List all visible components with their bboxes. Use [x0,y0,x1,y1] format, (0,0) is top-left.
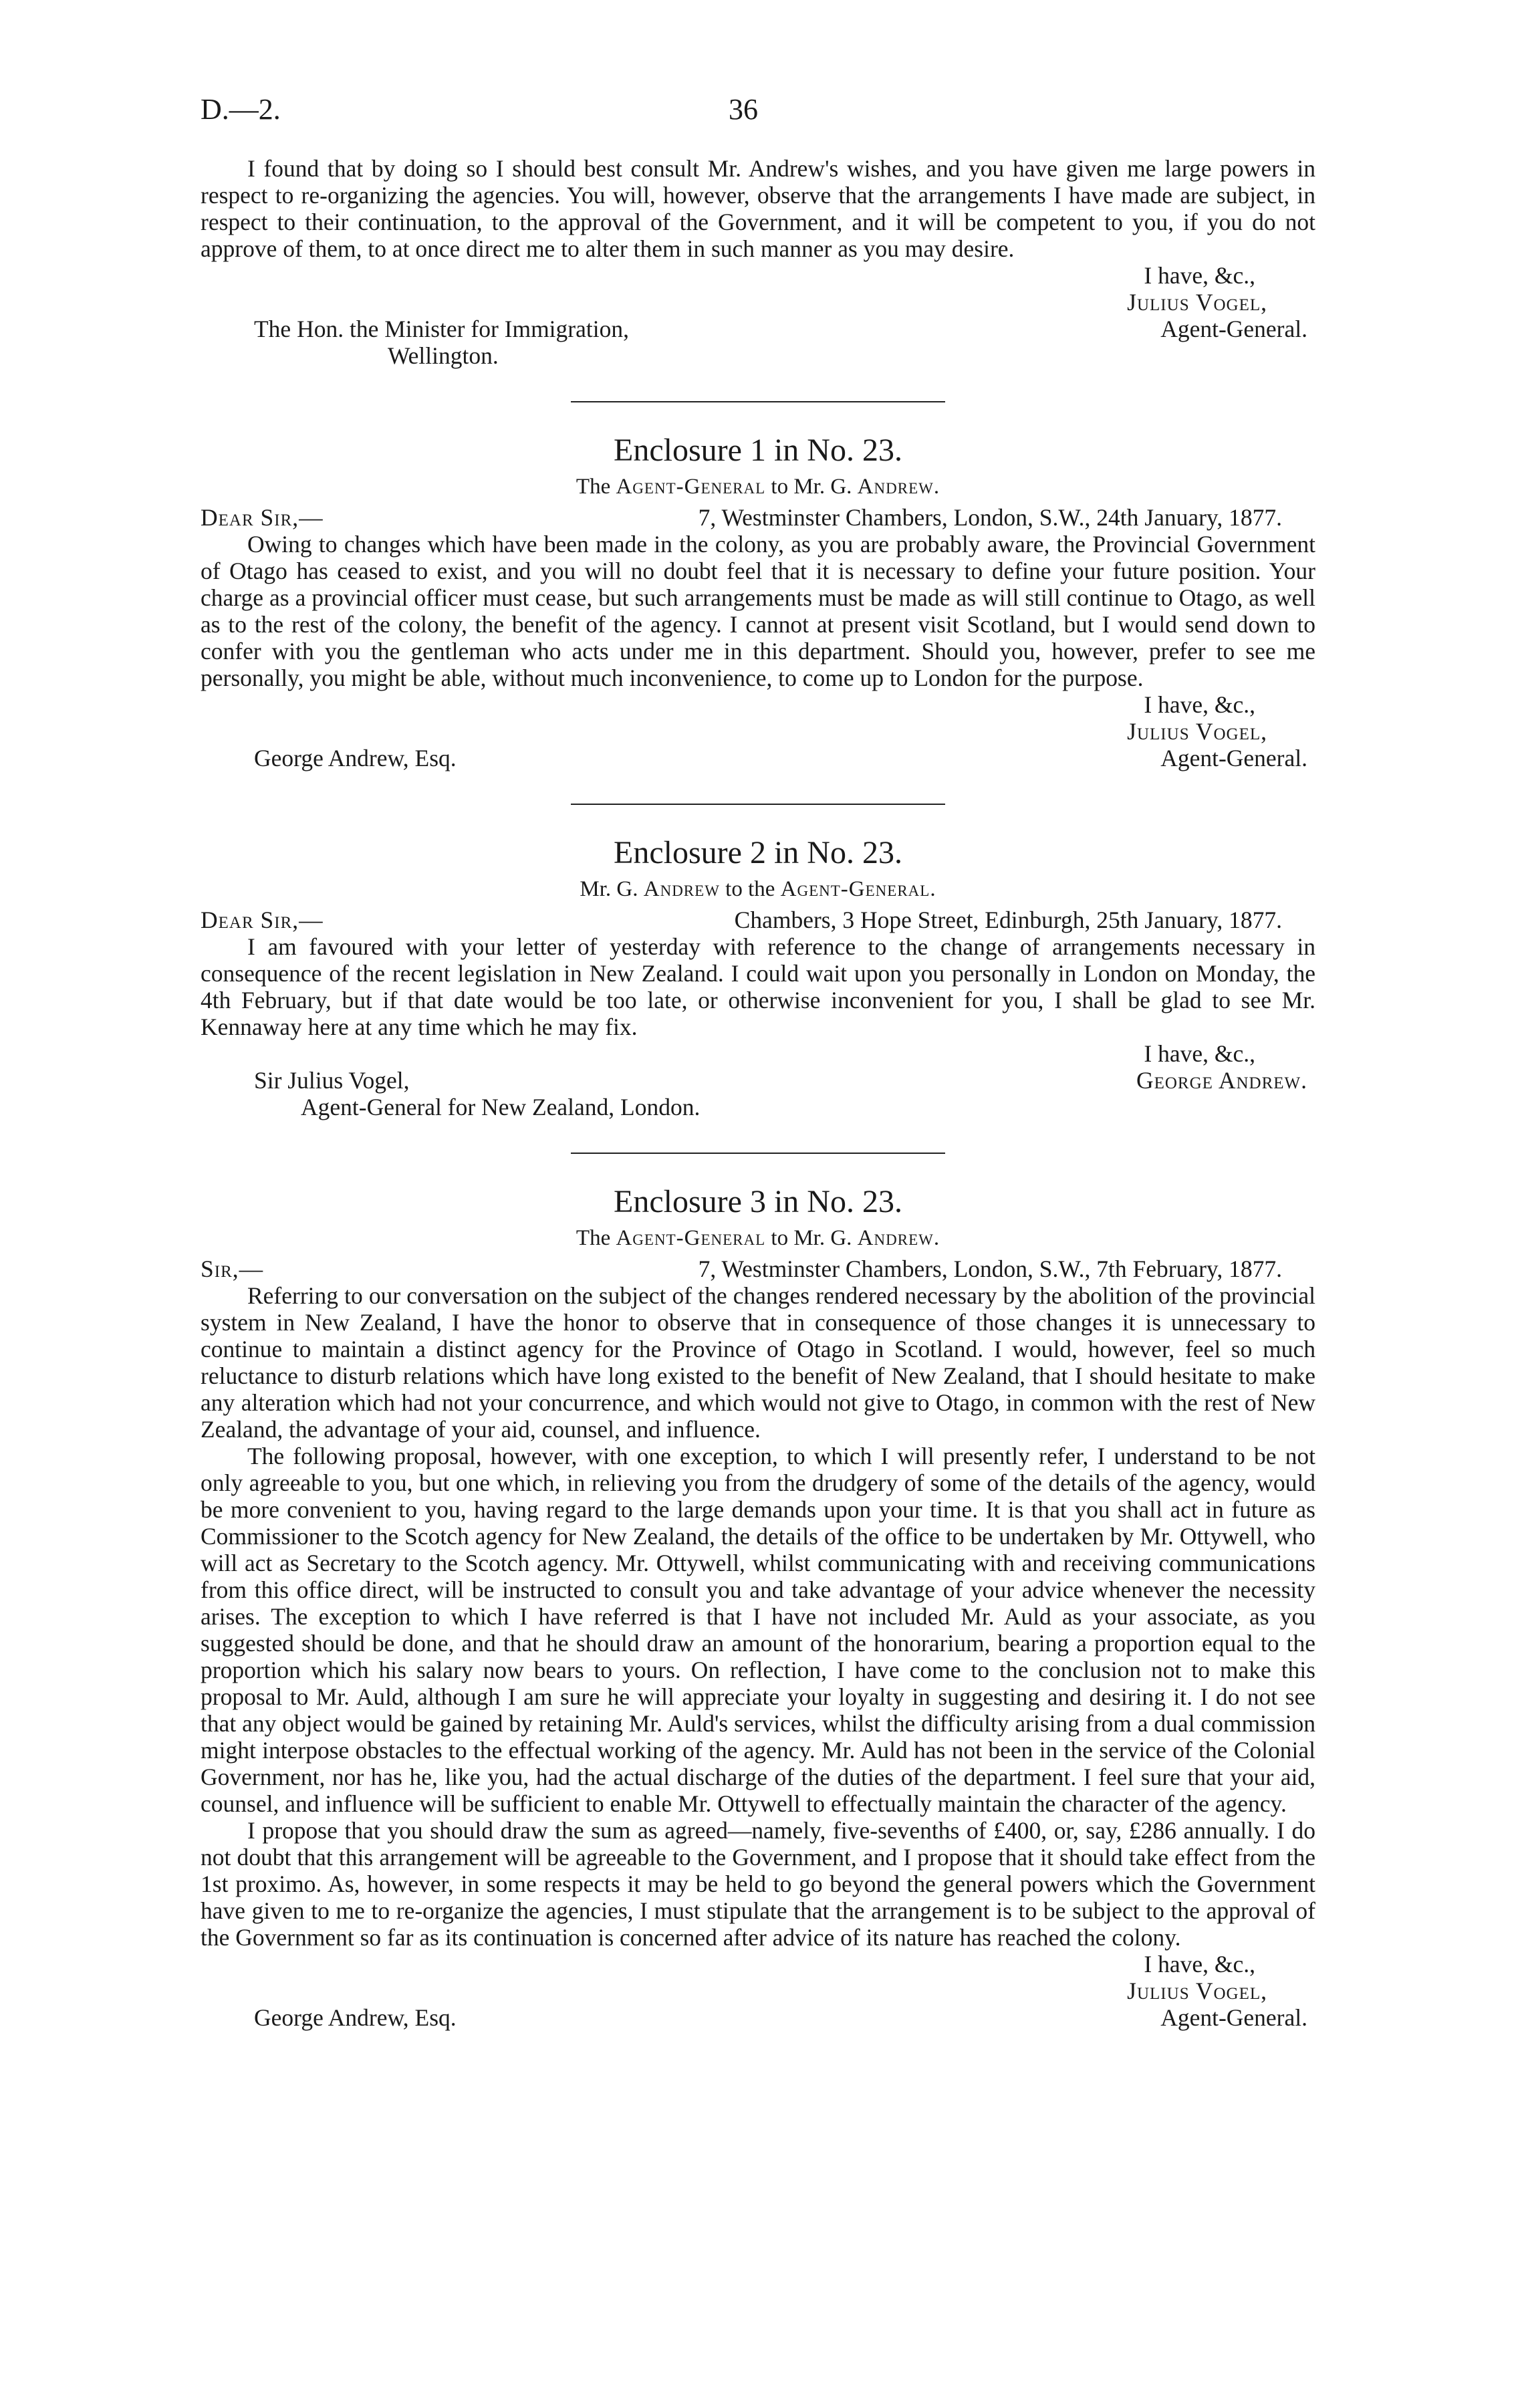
enclosure-1-salutation: Dear Sir,— [201,504,324,531]
enclosure-1-signature: Julius Vogel, [1127,718,1267,745]
enclosure-1-signature-title: Agent-General. [1160,745,1307,771]
opening-paragraph: I found that by doing so I should best consult Mr. Andrew's wishes, and you have given me large powers in respect to re-organizing the agencies. You will, however, observe that the arrangements I have made are subject, in respect to their continuation, to the approval of the Government, and it will be competent to you, if you do not approve of them, to at once direct me to alter them in such manner as you may desire. [201,155,1315,262]
enclosure-2-sub-from: Andrew [643,877,720,901]
enclosure-2-subtitle [201,876,1315,902]
opening-addressee-row [201,316,1315,342]
enclosure-2-addressee: Sir Julius Vogel, [254,1067,410,1094]
opening-addressee-city: Wellington. [388,342,499,369]
enclosure-3-addressee: George Andrew, Esq. [254,2004,457,2031]
enclosure-1-paragraph: Owing to changes which have been made in the colony, as you are probably aware, the Provincial Government of Otago has ceased to exist, and you will no doubt feel that it is necessary to define your future position. Your charge as a provincial officer must cease, but such arrangements must be made as will still continue to Otago, as well as to the rest of the colony, the benefit of the agency. I cannot at present visit Scotland, but I would send down to confer with you the gentleman who acts under me in this department. Should you, however, prefer to see me personally, you might be able, without much inconvenience, to come up to London for the purpose. [201,531,1315,691]
enclosure-3-paragraph-2: The following proposal, however, with one exception, to which I will presently refer, I understand to be not only agreeable to you, but one which, in relieving you from the drudgery of some of the details of the agency, would be more convenient to you, having regard to the large demands upon your time. It is that you shall act in future as Commissioner to the Scotch agency for New Zealand, the details of the office to be undertaken by Mr. Ottywell, who will act as Secretary to the Scotch agency. Mr. Ottywell, whilst communicating with and receiving communications from this office direct, will be instructed to consult you and take advantage of your advice whenever the necessity arises. The exception to which I have referred is that I have not included Mr. Auld as your associate, as you suggested should be done, and that he should draw an amount of the honorarium, bearing a proportion equal to the proportion which his salary now bears to yours. On reflection, I have come to the conclusion not to make this proposal to Mr. Auld, although I am sure he will appreciate your loyalty in suggesting and desiring it. I do not see that any object would be gained by retaining Mr. Auld's services, whilst the difficulty arising from a dual commission might interpose obstacles to the effectual working of the agency. Mr. Auld has not been in the service of the Colonial Government, nor has he, like you, had the actual discharge of the duties of the department. I feel sure that your aid, counsel, and influence will be sufficient to enable Mr. Ottywell to effectually maintain the character of the agency. [201,1443,1316,1817]
enclosure-2-signature: George Andrew. [1136,1067,1307,1094]
enclosure-1-heading-row [201,504,1315,531]
enclosure-1-sub-prefix: The [576,475,611,499]
opening-signature: Julius Vogel, [1127,289,1267,316]
enclosure-1 [201,432,1315,771]
enclosure-2-salutation: Dear Sir,— [201,907,324,933]
enclosure-3 [201,1183,1315,2031]
opening-addressee: The Hon. the Minister for Immigration, [254,316,629,342]
enclosure-2-addressee-detail: Agent-General for New Zealand, London. [301,1094,701,1120]
enclosure-2-addressee-row [201,1067,1315,1094]
document-body [201,155,1315,2031]
enclosure-2-paragraph: I am favoured with your letter of yesterday with reference to the change of arrangements necessary in consequence of the recent legislation in New Zealand. I could wait upon you personally in London on Monday, the 4th February, but if that date would be too late, or otherwise inconvenient for you, I shall be glad to see Mr. Kennaway here at any time which he may fix. [201,933,1315,1040]
enclosure-2-heading-row [201,907,1315,933]
enclosure-1-close: I have, &c., [1144,691,1255,718]
enclosure-1-sub-to: Andrew. [857,475,940,499]
enclosure-1-sub-from: Agent-General [616,475,766,499]
enclosure-3-title: Enclosure 3 in No. 23. [614,1184,902,1219]
section-divider [571,804,945,805]
document-reference: D.—2. [201,93,281,126]
opening-close: I have, &c., [1144,262,1255,289]
enclosure-1-addressee-row [201,745,1315,771]
enclosure-2-date: Chambers, 3 Hope Street, Edinburgh, 25th January, 1877. [734,907,1282,933]
enclosure-3-signature: Julius Vogel, [1127,1977,1267,2004]
enclosure-2-sub-mid: to the [725,877,775,901]
enclosure-3-salutation: Sir,— [201,1255,264,1282]
page-number: 36 [729,93,758,126]
enclosure-2-title: Enclosure 2 in No. 23. [614,835,902,870]
enclosure-3-signature-title: Agent-General. [1160,2004,1307,2031]
enclosure-3-heading-row [201,1255,1315,1282]
enclosure-1-title: Enclosure 1 in No. 23. [614,433,902,468]
section-divider [571,401,945,402]
enclosure-3-close: I have, &c., [1144,1951,1255,1977]
enclosure-1-addressee: George Andrew, Esq. [254,745,457,771]
enclosure-2-sub-prefix: Mr. G. [580,877,638,901]
enclosure-3-sub-to: Andrew. [857,1226,940,1250]
enclosure-3-paragraph-1: Referring to our conversation on the subject of the changes rendered necessary by the abolition of the provincial system in New Zealand, I have the honor to observe that in consequence of those changes it is unnecessary to continue to maintain a distinct agency for the Province of Otago in Scotland. I would, however, feel so much reluctance to disturb relations which have long existed to the benefit of New Zealand, that I should hesitate to make any alteration which had not your concurrence, and which would not give to Otago, in common with the rest of New Zealand, the advantage of your aid, counsel, and influence. [201,1282,1315,1443]
enclosure-1-sub-mid: to Mr. G. [771,475,852,499]
enclosure-2-close: I have, &c., [1144,1040,1255,1067]
enclosure-3-date: 7, Westminster Chambers, London, S.W., 7th February, 1877. [698,1255,1282,1282]
enclosure-2-sub-to: Agent-General. [780,877,936,901]
enclosure-3-sub-mid: to Mr. G. [771,1226,852,1250]
enclosure-3-paragraph-3: I propose that you should draw the sum as agreed—namely, five-sevenths of £400, or, say, £286 annually. I do not doubt that this arrangement will be agreeable to the Government, and I propose that it should take effect from the 1st proximo. As, however, in some respects it may be held to go beyond the general powers which the Government have given to me to re-organize the agencies, I must stipulate that the arrangement is to be subject to the approval of the Government so far as its continuation is concerned after advice of its nature has reached the colony. [201,1817,1315,1951]
page-header [201,92,1315,132]
enclosure-3-sub-from: Agent-General [616,1226,766,1250]
opening-letter [201,155,1315,369]
enclosure-2 [201,834,1315,1120]
enclosure-1-date: 7, Westminster Chambers, London, S.W., 24th January, 1877. [698,504,1282,531]
enclosure-3-sub-prefix: The [576,1226,611,1250]
enclosure-3-subtitle [201,1225,1315,1251]
section-divider [571,1153,945,1154]
enclosure-1-subtitle [201,473,1315,500]
enclosure-3-addressee-row [201,2004,1315,2031]
opening-signature-title: Agent-General. [1160,316,1307,342]
